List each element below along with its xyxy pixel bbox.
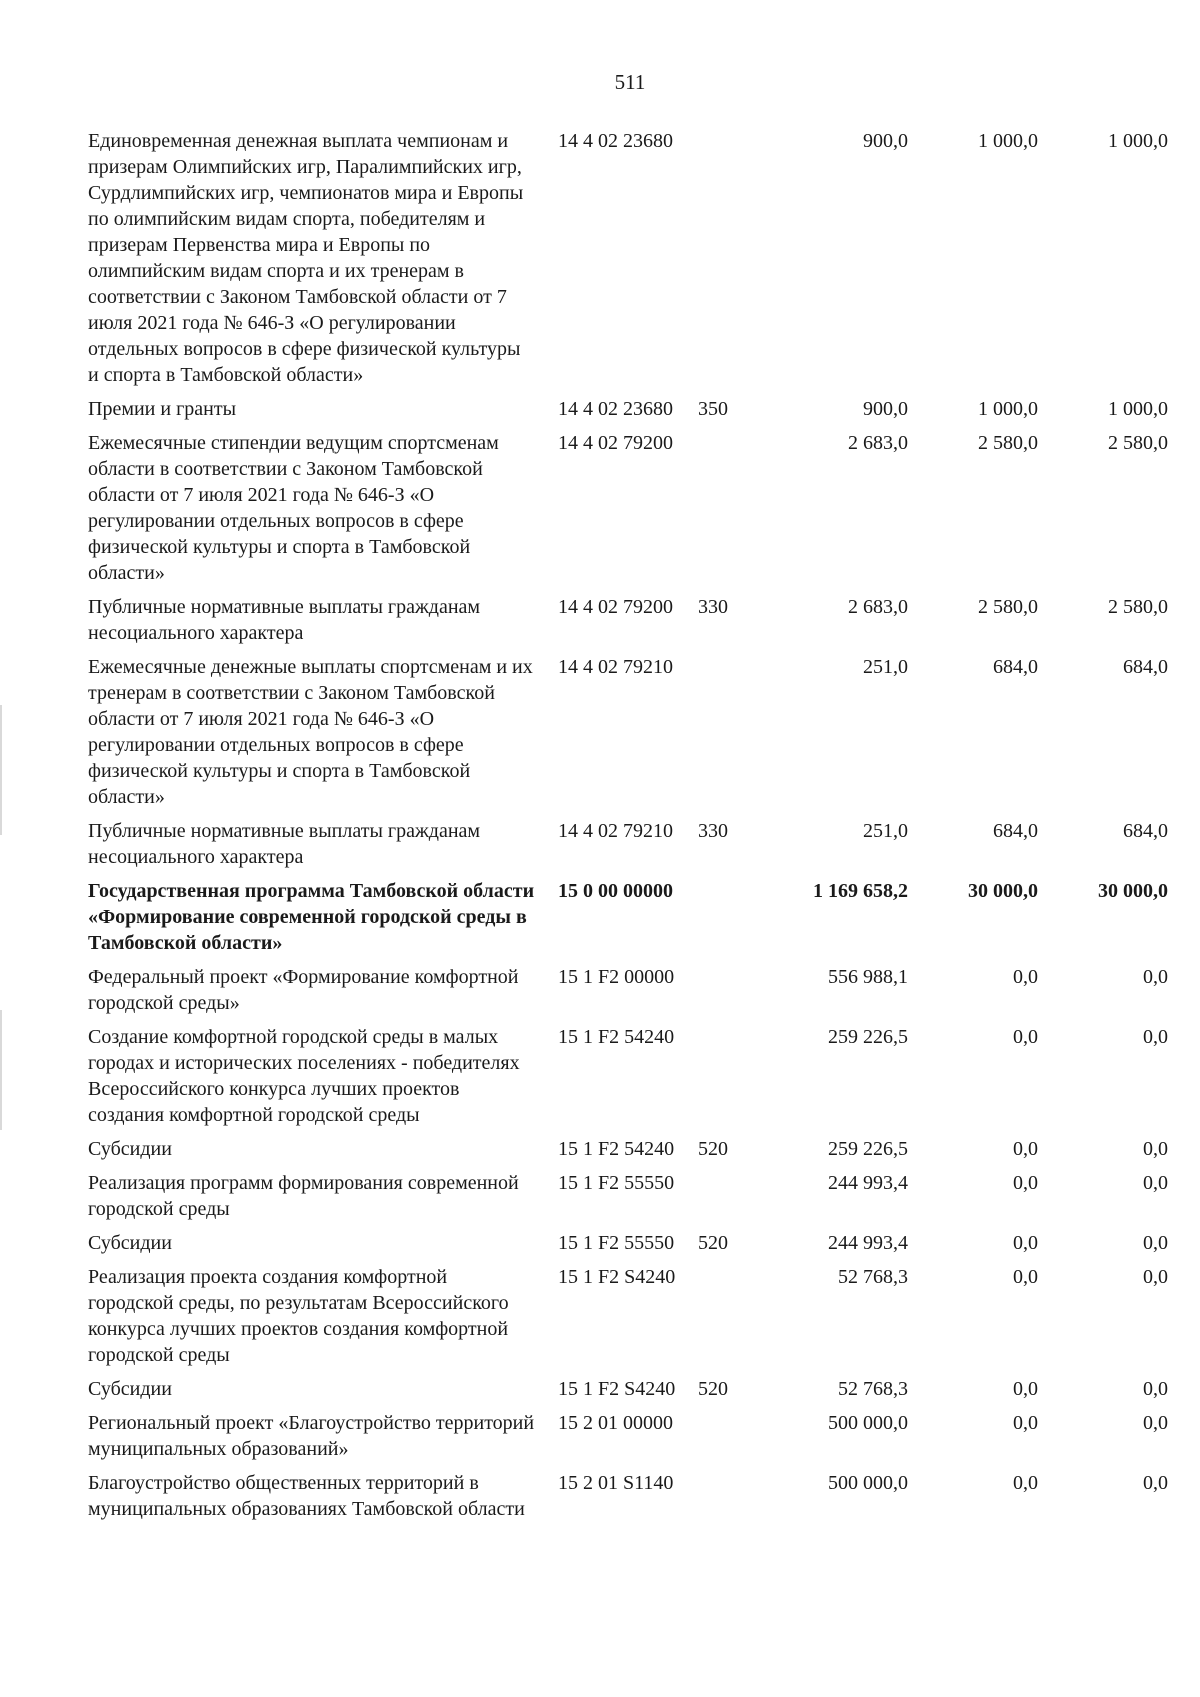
row-name-cell: Ежемесячные стипендии ведущим спортсменам области в соответствии с Законом Тамбовской области от 7 июля 2021 года № 646-З «О регулировании отдельных вопросов в сфере физической культуры и спорта в Тамбовской области» <box>88 432 499 584</box>
row-expense-type-cell <box>698 964 758 1024</box>
row-value-year3-cell: 0,0 <box>1143 1232 1168 1254</box>
row-name-cell: Субсидии <box>88 1378 172 1400</box>
row-name-cell: Создание комфортной городской среды в малых городах и исторических поселениях - победителях Всероссийского конкурса лучших проектов создания комфортной городской среды <box>88 1026 520 1126</box>
row-code-cell: 15 1 F2 S4240 <box>558 1266 676 1288</box>
table-row <box>88 430 1168 594</box>
row-value-year1-cell: 244 993,4 <box>828 1172 908 1194</box>
row-value-year2-cell: 684,0 <box>993 656 1038 678</box>
row-code-cell: 14 4 02 79210 <box>558 820 673 842</box>
row-name-cell: Единовременная денежная выплата чемпионам и призерам Олимпийских игр, Паралимпийских игр, Сурдлимпийских игр, чемпионатов мира и Европы по олимпийским видам спорта, победителям и призерам Первенства мира и Европы по олимпийским видам спорта и их тренерам в соответствии с Законом Тамбовской области от 7 июля 2021 года № 646-З «О регулировании отдельных вопросов в сфере физической культуры и спорта в Тамбовской области» <box>88 130 524 386</box>
row-value-year3-cell: 0,0 <box>1143 1026 1168 1048</box>
row-value-year3-cell: 30 000,0 <box>1098 880 1168 902</box>
page-number: 511 <box>614 70 646 94</box>
table-row <box>88 964 1168 1024</box>
row-value-year2-cell: 30 000,0 <box>968 880 1038 902</box>
budget-table <box>88 128 1168 1530</box>
row-value-year1-cell: 52 768,3 <box>838 1378 908 1400</box>
row-value-year1-cell: 251,0 <box>863 820 908 842</box>
table-row <box>88 818 1168 878</box>
row-code-cell: 15 1 F2 55550 <box>558 1172 675 1194</box>
row-value-year3-cell: 0,0 <box>1143 966 1168 988</box>
row-expense-type-cell <box>698 1470 758 1530</box>
row-value-year2-cell: 0,0 <box>1013 1472 1038 1494</box>
table-row <box>88 1410 1168 1470</box>
row-name-cell: Премии и гранты <box>88 398 237 420</box>
row-value-year1-cell: 900,0 <box>863 130 908 152</box>
row-value-year1-cell: 259 226,5 <box>828 1138 908 1160</box>
row-value-year3-cell: 684,0 <box>1123 820 1168 842</box>
row-value-year2-cell: 2 580,0 <box>978 596 1038 618</box>
row-expense-type-cell <box>698 430 758 594</box>
row-code-cell: 15 1 F2 00000 <box>558 966 675 988</box>
row-name-cell: Публичные нормативные выплаты гражданам несоциального характера <box>88 596 481 644</box>
table-row <box>88 1024 1168 1136</box>
row-expense-type-cell: 330 <box>698 820 728 842</box>
row-value-year2-cell: 0,0 <box>1013 1026 1038 1048</box>
table-row <box>88 594 1168 654</box>
row-expense-type-cell: 520 <box>698 1232 728 1254</box>
row-value-year3-cell: 0,0 <box>1143 1378 1168 1400</box>
row-name-cell: Благоустройство общественных территорий в муниципальных образованиях Тамбовской области <box>88 1472 525 1520</box>
row-value-year2-cell: 0,0 <box>1013 1266 1038 1288</box>
row-value-year2-cell: 0,0 <box>1013 966 1038 988</box>
table-row <box>88 1470 1168 1530</box>
table-row <box>88 1376 1168 1410</box>
row-value-year1-cell: 52 768,3 <box>838 1266 908 1288</box>
row-expense-type-cell: 330 <box>698 596 728 618</box>
row-value-year3-cell: 0,0 <box>1143 1412 1168 1434</box>
row-value-year2-cell: 2 580,0 <box>978 432 1038 454</box>
row-expense-type-cell: 520 <box>698 1378 728 1400</box>
scan-edge-mark <box>0 1010 2 1130</box>
row-value-year3-cell: 2 580,0 <box>1108 432 1168 454</box>
table-row <box>88 1230 1168 1264</box>
row-code-cell: 14 4 02 23680 <box>558 130 673 152</box>
row-code-cell: 15 2 01 00000 <box>558 1412 673 1434</box>
row-code-cell: 15 2 01 S1140 <box>558 1472 674 1494</box>
row-value-year3-cell: 0,0 <box>1143 1172 1168 1194</box>
row-value-year2-cell: 0,0 <box>1013 1172 1038 1194</box>
row-value-year2-cell: 0,0 <box>1013 1378 1038 1400</box>
row-value-year1-cell: 259 226,5 <box>828 1026 908 1048</box>
row-code-cell: 15 1 F2 54240 <box>558 1026 675 1048</box>
table-row <box>88 128 1168 396</box>
row-name-cell: Региональный проект «Благоустройство территорий муниципальных образований» <box>88 1412 535 1460</box>
row-expense-type-cell <box>698 1170 758 1230</box>
row-code-cell: 14 4 02 79200 <box>558 596 673 618</box>
row-value-year2-cell: 1 000,0 <box>978 398 1038 420</box>
row-value-year3-cell: 0,0 <box>1143 1138 1168 1160</box>
row-value-year2-cell: 0,0 <box>1013 1138 1038 1160</box>
row-value-year1-cell: 244 993,4 <box>828 1232 908 1254</box>
row-value-year3-cell: 684,0 <box>1123 656 1168 678</box>
row-value-year1-cell: 251,0 <box>863 656 908 678</box>
row-value-year1-cell: 556 988,1 <box>828 966 908 988</box>
scan-edge-mark <box>0 705 2 835</box>
row-value-year1-cell: 2 683,0 <box>848 432 908 454</box>
table-row <box>88 396 1168 430</box>
row-value-year1-cell: 500 000,0 <box>828 1472 908 1494</box>
row-name-cell: Федеральный проект «Формирование комфортной городской среды» <box>88 966 519 1014</box>
row-expense-type-cell: 350 <box>698 398 728 420</box>
row-value-year1-cell: 500 000,0 <box>828 1412 908 1434</box>
row-name-cell: Субсидии <box>88 1232 172 1254</box>
row-name-cell: Публичные нормативные выплаты гражданам несоциального характера <box>88 820 481 868</box>
row-code-cell: 14 4 02 23680 <box>558 398 673 420</box>
row-expense-type-cell <box>698 654 758 818</box>
row-expense-type-cell: 520 <box>698 1138 728 1160</box>
row-expense-type-cell <box>698 878 758 964</box>
row-name-cell: Реализация проекта создания комфортной городской среды, по результатам Всероссийского конкурса лучших проектов создания комфортной городской среды <box>88 1266 509 1366</box>
row-expense-type-cell <box>698 1264 758 1376</box>
row-value-year1-cell: 2 683,0 <box>848 596 908 618</box>
row-expense-type-cell <box>698 1410 758 1470</box>
row-value-year3-cell: 1 000,0 <box>1108 130 1168 152</box>
row-code-cell: 14 4 02 79200 <box>558 432 673 454</box>
row-value-year2-cell: 684,0 <box>993 820 1038 842</box>
row-name-cell: Субсидии <box>88 1138 172 1160</box>
row-code-cell: 15 1 F2 54240 <box>558 1138 675 1160</box>
row-name-cell: Государственная программа Тамбовской области «Формирование современной городской среды в Тамбовской области» <box>88 880 535 954</box>
row-code-cell: 15 1 F2 55550 <box>558 1232 675 1254</box>
row-value-year3-cell: 0,0 <box>1143 1472 1168 1494</box>
row-code-cell: 15 0 00 00000 <box>558 880 673 902</box>
row-value-year3-cell: 0,0 <box>1143 1266 1168 1288</box>
table-row <box>88 1136 1168 1170</box>
budget-table-body <box>88 128 1168 1530</box>
table-row <box>88 1264 1168 1376</box>
row-name-cell: Реализация программ формирования современной городской среды <box>88 1172 519 1220</box>
row-value-year1-cell: 900,0 <box>863 398 908 420</box>
row-code-cell: 15 1 F2 S4240 <box>558 1378 676 1400</box>
row-value-year3-cell: 1 000,0 <box>1108 398 1168 420</box>
table-row <box>88 654 1168 818</box>
row-expense-type-cell <box>698 128 758 396</box>
row-code-cell: 14 4 02 79210 <box>558 656 673 678</box>
row-value-year3-cell: 2 580,0 <box>1108 596 1168 618</box>
row-value-year2-cell: 0,0 <box>1013 1232 1038 1254</box>
row-name-cell: Ежемесячные денежные выплаты спортсменам и их тренерам в соответствии с Законом Тамбовской области от 7 июля 2021 года № 646-З «О регулировании отдельных вопросов в сфере физической культуры и спорта в Тамбовской области» <box>88 656 533 808</box>
table-row <box>88 878 1168 964</box>
row-expense-type-cell <box>698 1024 758 1136</box>
table-row <box>88 1170 1168 1230</box>
row-value-year1-cell: 1 169 658,2 <box>813 880 908 902</box>
row-value-year2-cell: 1 000,0 <box>978 130 1038 152</box>
row-value-year2-cell: 0,0 <box>1013 1412 1038 1434</box>
